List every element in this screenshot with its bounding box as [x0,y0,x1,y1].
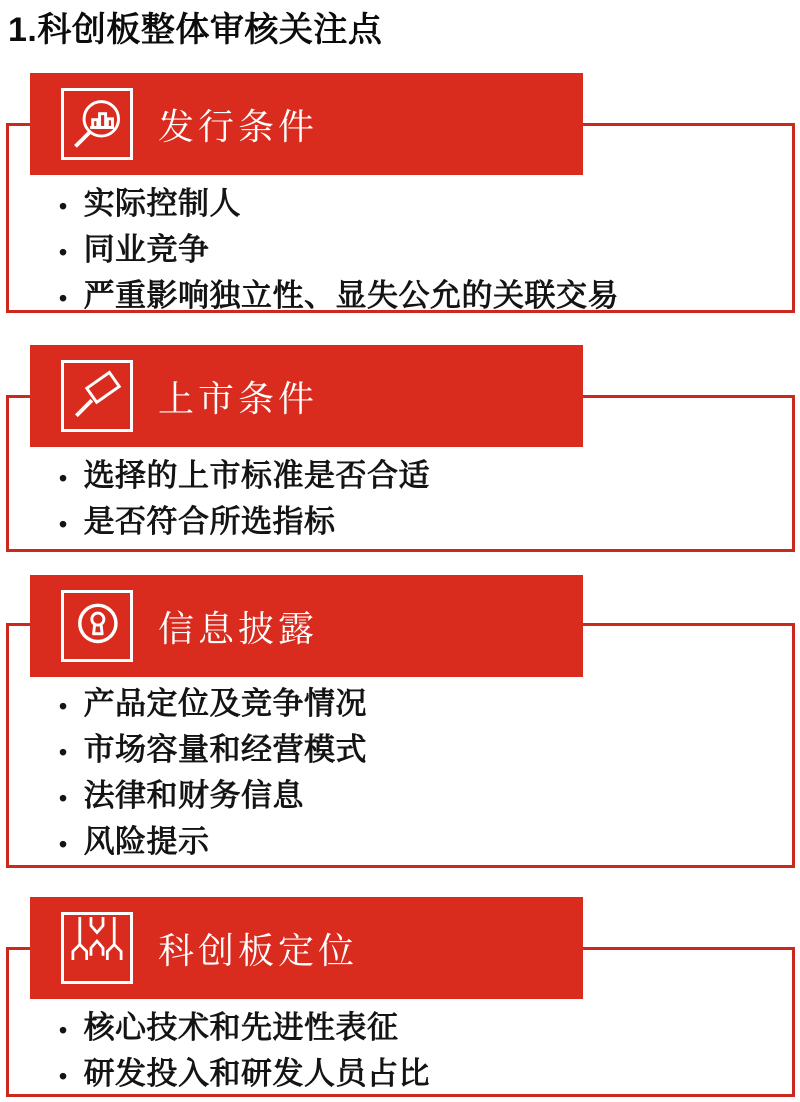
list-item [59,228,780,274]
list-item [59,274,780,320]
section-title: 科创板定位 [158,929,359,971]
list-item [59,820,780,866]
list-item-text: 研发投入和研发人员占比 [83,1056,431,1091]
hanging-forks-icon [61,912,133,984]
bullet-dot: • [59,465,68,491]
list-item-text: 核心技术和先进性表征 [83,1010,399,1045]
section-disclosure-header [30,575,583,677]
keyhole-icon [61,590,133,662]
bullet-dot: • [59,739,68,765]
section-listing-header [30,345,583,447]
list-item [59,454,780,500]
section-title: 上市条件 [158,377,319,419]
list-item-text: 产品定位及竞争情况 [83,686,368,721]
list-item [59,1052,780,1098]
list-item [59,774,780,820]
list-item-text: 风险提示 [83,824,210,859]
list-item-text: 选择的上市标准是否合适 [83,458,431,493]
bullet-dot: • [59,693,68,719]
gavel-icon [61,360,133,432]
bullet-dot: • [59,1017,68,1043]
list-item-text: 实际控制人 [83,186,242,221]
bullet-dot: • [59,1063,68,1089]
bullet-dot: • [59,831,68,857]
list-item [59,682,780,728]
section-title: 信息披露 [158,607,319,649]
list-item-text: 市场容量和经营模式 [83,732,368,767]
list-item-text: 是否符合所选指标 [83,504,336,539]
list-item-text: 同业竞争 [83,232,210,267]
bullet-dot: • [59,285,68,311]
bullet-dot: • [59,511,68,537]
page-title: 1.科创板整体审核关注点 [8,11,383,49]
section-issuance-header [30,73,583,175]
list-item [59,1006,780,1052]
list-item-text: 严重影响独立性、显失公允的关联交易 [83,278,620,313]
list-item [59,500,780,546]
list-item [59,728,780,774]
bullet-dot: • [59,193,68,219]
magnifier-bar-chart-icon [61,88,133,160]
section-title: 发行条件 [158,105,319,147]
bullet-dot: • [59,239,68,265]
list-item-text: 法律和财务信息 [83,778,305,813]
section-positioning-header [30,897,583,999]
list-item [59,182,780,228]
bullet-dot: • [59,785,68,811]
